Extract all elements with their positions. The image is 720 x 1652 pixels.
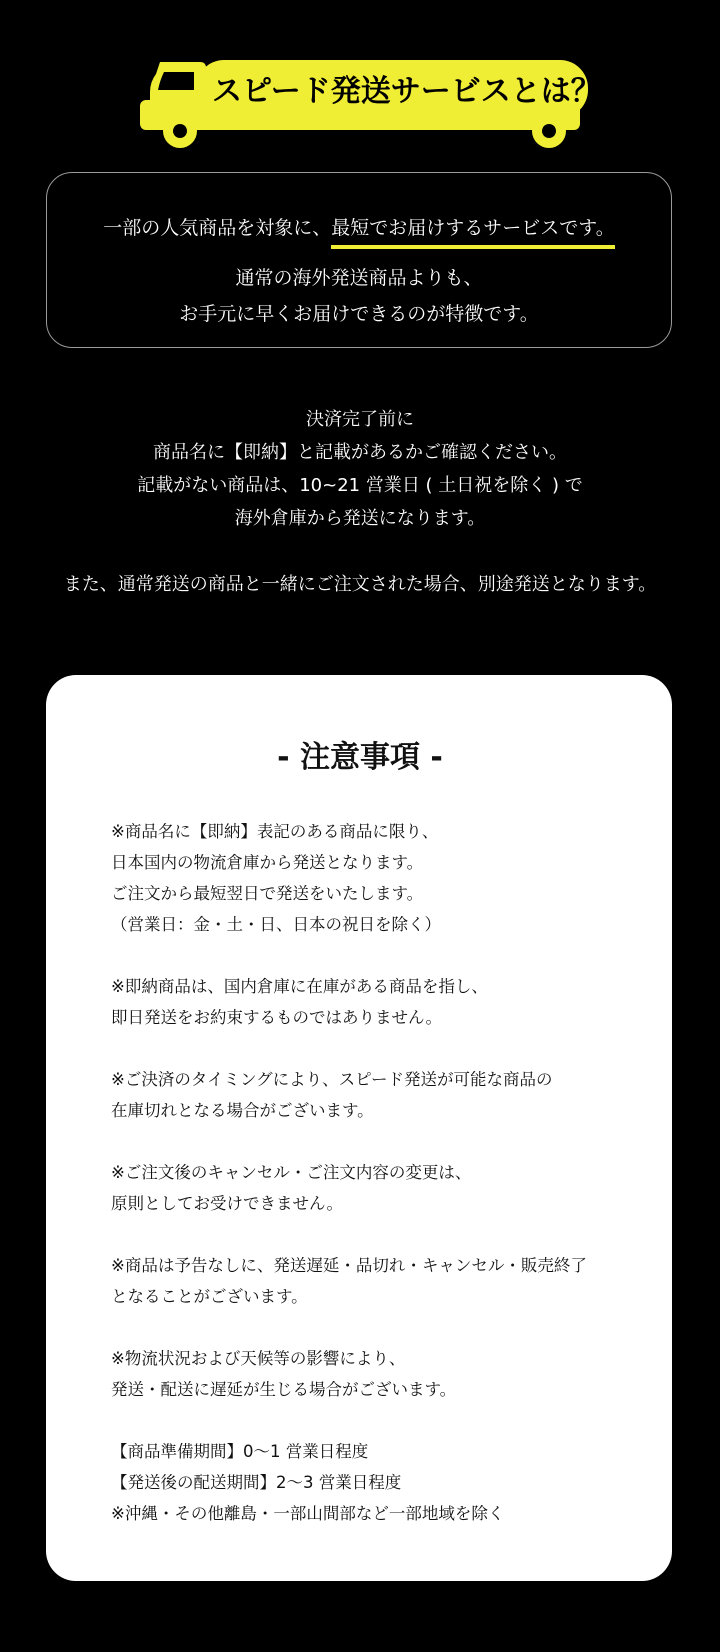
caution-paragraph bbox=[111, 1250, 651, 1312]
caution-line: 発送・配送に遅延が生じる場合がございます。 bbox=[111, 1380, 457, 1399]
caution-line: 【発送後の配送期間】2〜3 営業日程度 bbox=[111, 1473, 402, 1492]
note-line: 海外倉庫から発送になります。 bbox=[234, 508, 486, 529]
caution-line: 日本国内の物流倉庫から発送となります。 bbox=[111, 853, 424, 872]
note-line: 記載がない商品は、10~21 営業日 ( 土日祝を除く ) で bbox=[137, 475, 583, 496]
caution-line: ※ご注文後のキャンセル・ご注文内容の変更は、 bbox=[111, 1163, 472, 1182]
note-extra: また、通常発送の商品と一緒にご注文された場合、別途発送となります。 bbox=[63, 574, 657, 595]
caution-line: （営業日：金・土・日、日本の祝日を除く） bbox=[111, 915, 441, 934]
note-line: 決済完了前に bbox=[306, 409, 414, 430]
caution-line: 即日発送をお約束するものではありません。 bbox=[111, 1008, 442, 1027]
caution-paragraph bbox=[111, 1157, 651, 1219]
caution-paragraph bbox=[111, 971, 651, 1033]
caution-paragraph bbox=[111, 1436, 651, 1529]
caution-body bbox=[111, 816, 651, 1529]
caution-line: ※商品名に【即納】表記のある商品に限り、 bbox=[111, 822, 439, 841]
payment-notes bbox=[0, 403, 720, 535]
header-title: スピード発送サービスとは？ bbox=[212, 74, 601, 109]
caution-line: ※商品は予告なしに、発送遅延・品切れ・キャンセル・販売終了 bbox=[111, 1256, 587, 1275]
intro-line-3: お手元に早くお届けできるのが特徴です。 bbox=[179, 303, 539, 325]
caution-title: - 注意事項 - bbox=[277, 740, 443, 775]
caution-line: ※物流状況および天候等の影響により、 bbox=[111, 1349, 406, 1368]
caution-line: ご注文から最短翌日で発送をいたします。 bbox=[111, 884, 424, 903]
intro-prefix: 一部の人気商品を対象に、 bbox=[103, 217, 332, 239]
intro-line-2: 通常の海外発送商品よりも、 bbox=[235, 267, 483, 289]
caution-line: 原則としてお受けできません。 bbox=[111, 1194, 343, 1213]
caution-paragraph bbox=[111, 816, 651, 940]
caution-paragraph bbox=[111, 1343, 651, 1405]
intro-box bbox=[46, 172, 672, 348]
intro-highlight: 最短でお届けするサービスです。 bbox=[331, 217, 615, 239]
caution-paragraph bbox=[111, 1064, 651, 1126]
caution-line: ※即納商品は、国内倉庫に在庫がある商品を指し、 bbox=[111, 977, 488, 996]
caution-line: ※沖縄・その他離島・一部山間部など一部地域を除く bbox=[111, 1504, 505, 1523]
caution-line: ※ご決済のタイミングにより、スピード発送が可能な商品の bbox=[111, 1070, 553, 1089]
note-line: 商品名に【即納】と記載があるかご確認ください。 bbox=[153, 442, 567, 463]
separate-shipping-note bbox=[0, 568, 720, 601]
caution-line: となることがございます。 bbox=[111, 1287, 308, 1306]
speed-shipping-header bbox=[0, 0, 720, 170]
intro-line-1 bbox=[47, 215, 671, 241]
caution-line: 【商品準備期間】0〜1 営業日程度 bbox=[111, 1442, 369, 1461]
caution-line: 在庫切れとなる場合がございます。 bbox=[111, 1101, 374, 1120]
